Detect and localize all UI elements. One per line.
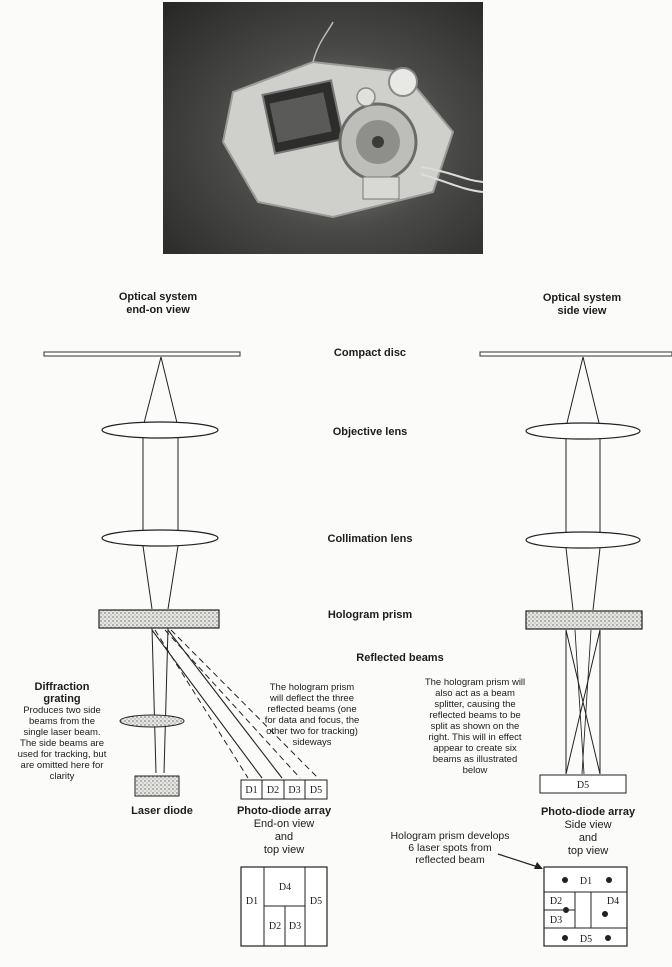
diffraction-desc-1: beams from the xyxy=(29,716,95,727)
laser-spot-5 xyxy=(562,935,568,941)
label-collimation-lens: Collimation lens xyxy=(327,533,413,545)
spots-note-1: 6 laser spots from xyxy=(408,842,492,854)
collimation-lens-left xyxy=(102,530,218,546)
diffraction-desc-5: are omitted here for xyxy=(20,760,104,771)
label-compact-disc: Compact disc xyxy=(333,347,407,359)
holo-left-4: other two for tracking) xyxy=(266,726,358,737)
tv-right-d3: D3 xyxy=(549,915,563,926)
spots-note-2: reflected beam xyxy=(415,854,485,866)
compact-disc-left xyxy=(44,352,240,356)
holo-right-8: below xyxy=(462,765,488,776)
pd-left-line2: End-on view xyxy=(253,818,315,830)
pd-right-line2: Side view xyxy=(564,819,612,831)
tv-left-d4: D4 xyxy=(278,882,292,893)
tv-right-d1: D1 xyxy=(579,876,593,887)
pd-left-line3: and xyxy=(274,831,294,843)
tv-left-d1: D1 xyxy=(245,896,259,907)
label-reflected-beams: Reflected beams xyxy=(356,652,444,664)
laser-spot-4 xyxy=(602,911,608,917)
pd-right-title: Photo-diode array xyxy=(540,806,636,818)
diffraction-note xyxy=(6,681,118,782)
laser-spot-6 xyxy=(605,935,611,941)
tv-right-d4: D4 xyxy=(606,896,620,907)
diffraction-grating xyxy=(120,715,184,727)
laser-spot-1 xyxy=(562,877,568,883)
laser-spot-3 xyxy=(563,907,569,913)
tv-right-d5: D5 xyxy=(579,934,593,945)
label-laser-diode: Laser diode xyxy=(131,805,193,817)
laser-diode-block xyxy=(135,776,179,796)
diffraction-title-1: Diffraction xyxy=(34,681,90,693)
pd-right-line4: top view xyxy=(567,845,609,857)
holo-right-5: right. This will in effect xyxy=(428,732,522,743)
holo-left-2: reflected beams (one xyxy=(267,704,357,715)
hologram-note-left xyxy=(242,682,382,748)
holo-right-4: split as shown on the xyxy=(430,721,520,732)
left-header-line1: Optical system xyxy=(118,291,198,303)
label-objective-lens: Objective lens xyxy=(332,426,408,438)
pd-left-cell-3: D3 xyxy=(288,785,301,796)
objective-lens-right xyxy=(526,423,640,439)
right-header-line1: Optical system xyxy=(542,292,622,304)
right-header-line2: side view xyxy=(557,305,607,317)
holo-right-0: The hologram prism will xyxy=(424,677,526,688)
tv-left-d2: D2 xyxy=(268,921,282,932)
pd-right-cell: D5 xyxy=(576,780,590,791)
pd-left-cell-1: D1 xyxy=(245,785,258,796)
hologram-prism-left xyxy=(99,610,219,628)
left-header-line2: end-on view xyxy=(126,304,190,316)
holo-left-1: will deflect the three xyxy=(270,693,354,704)
diffraction-title-2: grating xyxy=(43,693,81,705)
diffraction-desc-4: used for tracking, but xyxy=(17,749,107,760)
holo-right-7: beams as illustrated xyxy=(432,754,518,765)
holo-right-2: splitter, causing the xyxy=(434,699,516,710)
diffraction-desc-0: Produces two side xyxy=(23,705,101,716)
holo-right-6: appear to create six xyxy=(433,743,517,754)
hologram-prism-right xyxy=(526,611,642,629)
tv-left-d3: D3 xyxy=(288,921,302,932)
diffraction-desc-6: clarity xyxy=(49,771,75,782)
objective-lens-left xyxy=(102,422,218,438)
collimation-lens-right xyxy=(526,532,640,548)
spots-note-0: Hologram prism develops xyxy=(390,830,510,842)
holo-left-5: sideways xyxy=(292,737,332,748)
compact-disc-right xyxy=(480,352,672,356)
label-hologram-prism: Hologram prism xyxy=(327,609,413,621)
pd-left-cell-2: D2 xyxy=(266,785,280,796)
pd-left-title: Photo-diode array xyxy=(236,805,332,817)
pd-left-line4: top view xyxy=(263,844,305,856)
pd-left-cell-4: D5 xyxy=(309,785,323,796)
holo-left-0: The hologram prism xyxy=(269,682,355,693)
diffraction-desc-2: single laser beam. xyxy=(23,727,101,738)
holo-left-3: for data and focus, the xyxy=(264,715,360,726)
holo-right-3: reflected beams to be xyxy=(429,710,521,721)
right-header xyxy=(522,292,642,318)
diffraction-desc-3: The side beams are xyxy=(20,738,104,749)
photodiode-right-caption xyxy=(528,806,648,858)
laser-spot-2 xyxy=(606,877,612,883)
holo-right-1: also act as a beam xyxy=(435,688,515,699)
tv-left-d5: D5 xyxy=(309,896,323,907)
photodiode-left-caption xyxy=(224,805,344,857)
tv-right-d2: D2 xyxy=(549,896,563,907)
left-header xyxy=(98,291,218,317)
spots-note xyxy=(370,830,530,866)
hologram-note-right xyxy=(402,677,548,776)
pd-right-line3: and xyxy=(578,832,598,844)
